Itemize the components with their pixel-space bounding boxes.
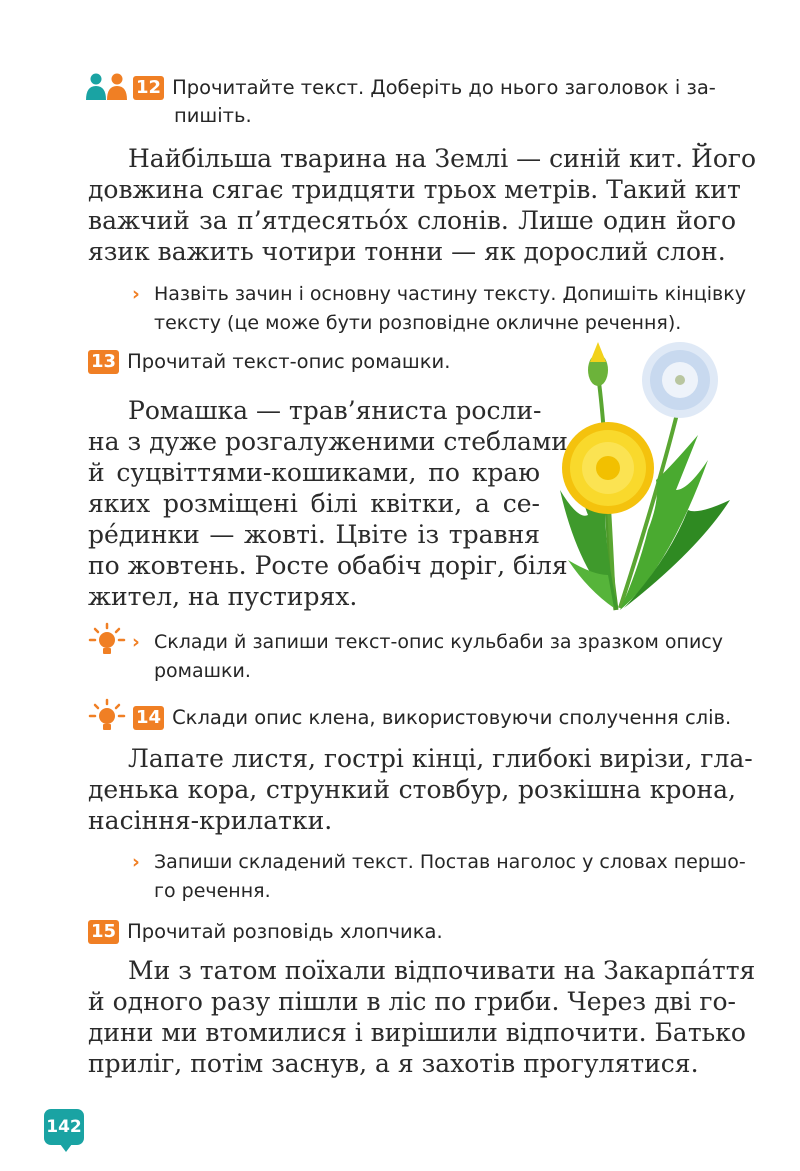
lightbulb-icon bbox=[86, 622, 128, 660]
task-14-text: Лапате листя, гострі кінці, глибокі вирізи, гла- денька кора, стрункий стовбур, розкішна крона, насіння-крилатки. bbox=[88, 744, 753, 835]
arrow-icon: › bbox=[132, 283, 140, 305]
task-13-instruction: 13 Прочитай текст-опис ромашки. bbox=[88, 348, 450, 375]
task-number-badge: 13 bbox=[88, 350, 119, 374]
task-15-text: Ми з татом поїхали відпочивати на Закарпа́ття й одного разу пішли в ліс по гриби. Через дві го- дини ми втомилися і вирішили відпочити. Батько приліг, потім заснув, а я захотів прогулятися. bbox=[88, 956, 756, 1078]
page-number: 142 bbox=[44, 1109, 84, 1145]
task-number-badge: 12 bbox=[133, 76, 164, 100]
task-15-instruction: 15 Прочитай розповідь хлопчика. bbox=[88, 918, 443, 945]
arrow-icon: › bbox=[132, 631, 140, 653]
task-12-instruction-cont: пишіть. bbox=[174, 104, 252, 127]
task-number-badge: 15 bbox=[88, 920, 119, 944]
task-12-instruction: 12 Прочитайте текст. Доберіть до нього заголовок і за- bbox=[133, 74, 716, 101]
task-number-badge: 14 bbox=[133, 706, 164, 730]
arrow-icon: › bbox=[132, 851, 140, 873]
pair-work-icon bbox=[85, 73, 129, 101]
task-13-text: Ромашка — трав’яниста росли- на з дуже розгалуженими стеблами й суцвіттями-кошиками, по краю яких розміщені білі квітки, а се- ре́динки — жовті. Цвіте із травня по жовтень. Росте обабіч доріг, біля жител, на пустирях. bbox=[88, 396, 568, 611]
lightbulb-icon bbox=[86, 698, 128, 736]
task-13-bullet: › Склади й запиши текст-опис кульбаби за зразком опису ромашки. bbox=[154, 628, 738, 686]
task-12-text: Найбільша тварина на Землі — синій кит. Його довжина сягає тридцяти трьох метрів. Такий кит важчий за п’ятдесятьо́х слонів. Лише один його язик важить чотири тонни — як дорослий слон. bbox=[88, 144, 757, 266]
task-14-instruction: 14 Склади опис клена, використовуючи сполучення слів. bbox=[133, 704, 731, 731]
task-14-bullet: › Запиши складений текст. Постав наголос у словах першо- го речення. bbox=[154, 848, 738, 906]
dandelion-illustration bbox=[548, 340, 738, 615]
task-12-bullet: › Назвіть зачин і основну частину тексту. Допишіть кінцівку тексту (це може бути розповідне окличне речення). bbox=[154, 280, 738, 338]
